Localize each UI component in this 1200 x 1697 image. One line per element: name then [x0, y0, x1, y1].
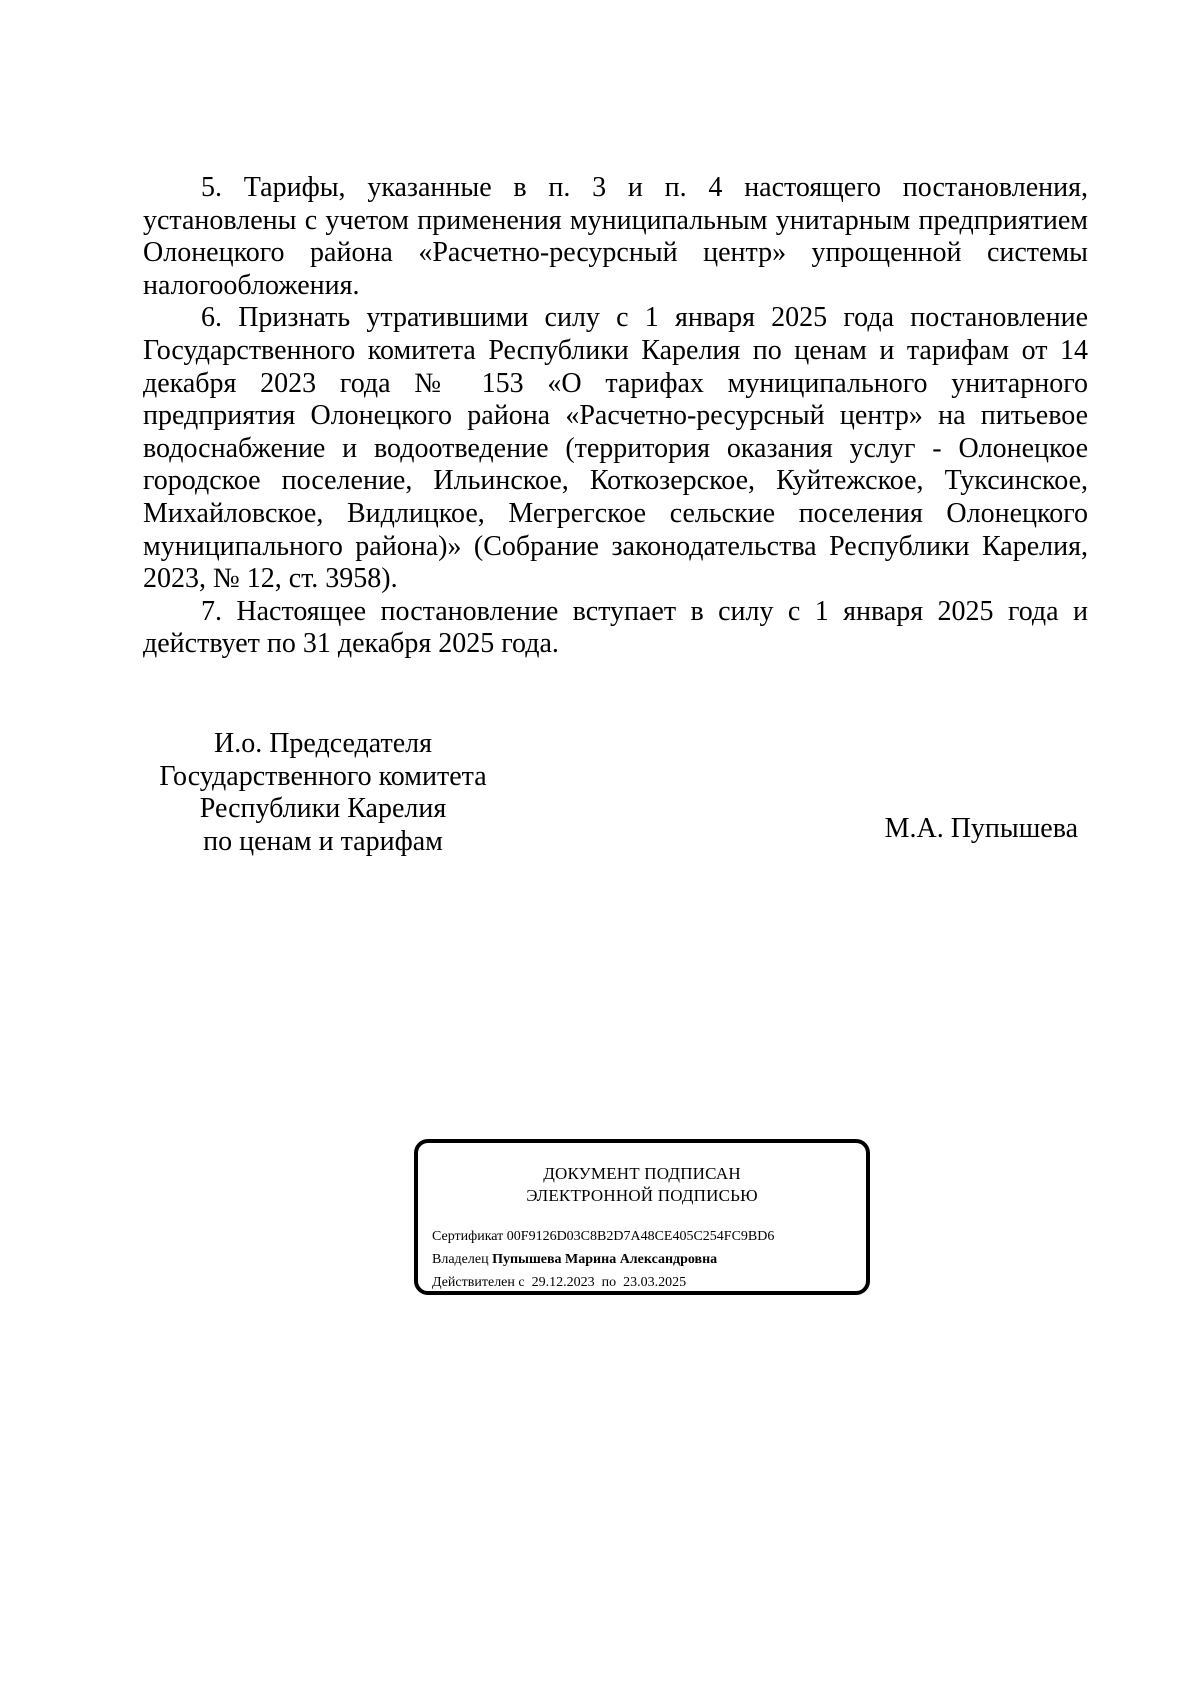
signatory-position-line: И.о. Председателя	[213, 728, 433, 759]
valid-to-label: по	[601, 1275, 617, 1290]
certificate-label: Сертификат	[432, 1229, 504, 1244]
owner-value: Пупышева Марина Александровна	[492, 1252, 718, 1267]
electronic-signature-stamp	[414, 1139, 870, 1295]
signatory-position-line: Государственного комитета	[159, 760, 487, 792]
stamp-heading-line: ЭЛЕКТРОННОЙ ПОДПИСЬЮ	[526, 1186, 758, 1205]
valid-to: 23.03.2025	[623, 1275, 687, 1290]
signatory-position-line: по ценам и тарифам	[203, 825, 443, 857]
stamp-owner-row	[432, 1248, 774, 1271]
stamp-heading	[418, 1163, 866, 1207]
valid-label: Действителен с	[432, 1275, 525, 1290]
paragraph-6: 6. Признать утратившими силу с 1 января 2025 года постановление Государственного комитета Республики Карелия по ценам и тарифам от 14 декабря 2023 года № 153 «О тарифах муниципального унитарного предприятия Олонецкого района «Расчетно-ресурсный центр» на питьевое водоснабжение и водоотведение (территория оказания услуг - Олонецкое городское поселение, Ильинское, Коткозерское, Куйтежское, Туксинское, Михайловское, Видлицкое, Мегрегское сельские поселения Олонецкого муниципального района)» (Собрание законодательства Республики Карелия, 2023, № 12, ст. 3958).	[143, 302, 1088, 595]
owner-label: Владелец	[432, 1252, 489, 1267]
paragraph-5: 5. Тарифы, указанные в п. 3 и п. 4 настоящего постановления, установлены с учетом применения муниципальным унитарным предприятием Олонецкого района «Расчетно-ресурсный центр» упрощенной системы налогообложения.	[143, 172, 1088, 301]
stamp-details	[432, 1225, 774, 1294]
document-body	[143, 172, 1088, 661]
signatory-name: М.А. Пупышева	[884, 813, 1078, 845]
valid-from: 29.12.2023	[531, 1275, 595, 1290]
signatory-position-line: Республики Карелия	[199, 793, 447, 825]
signatory-position	[143, 728, 503, 858]
stamp-validity-row	[432, 1271, 774, 1294]
stamp-heading-line: ДОКУМЕНТ ПОДПИСАН	[543, 1164, 741, 1183]
certificate-value: 00F9126D03C8B2D7A48CE405C254FC9BD6	[506, 1229, 775, 1244]
signature-block	[143, 728, 1088, 868]
paragraph-7: 7. Настоящее постановление вступает в силу с 1 января 2025 года и действует по 31 декабря 2025 года.	[143, 595, 1088, 660]
stamp-certificate-row	[432, 1225, 774, 1248]
